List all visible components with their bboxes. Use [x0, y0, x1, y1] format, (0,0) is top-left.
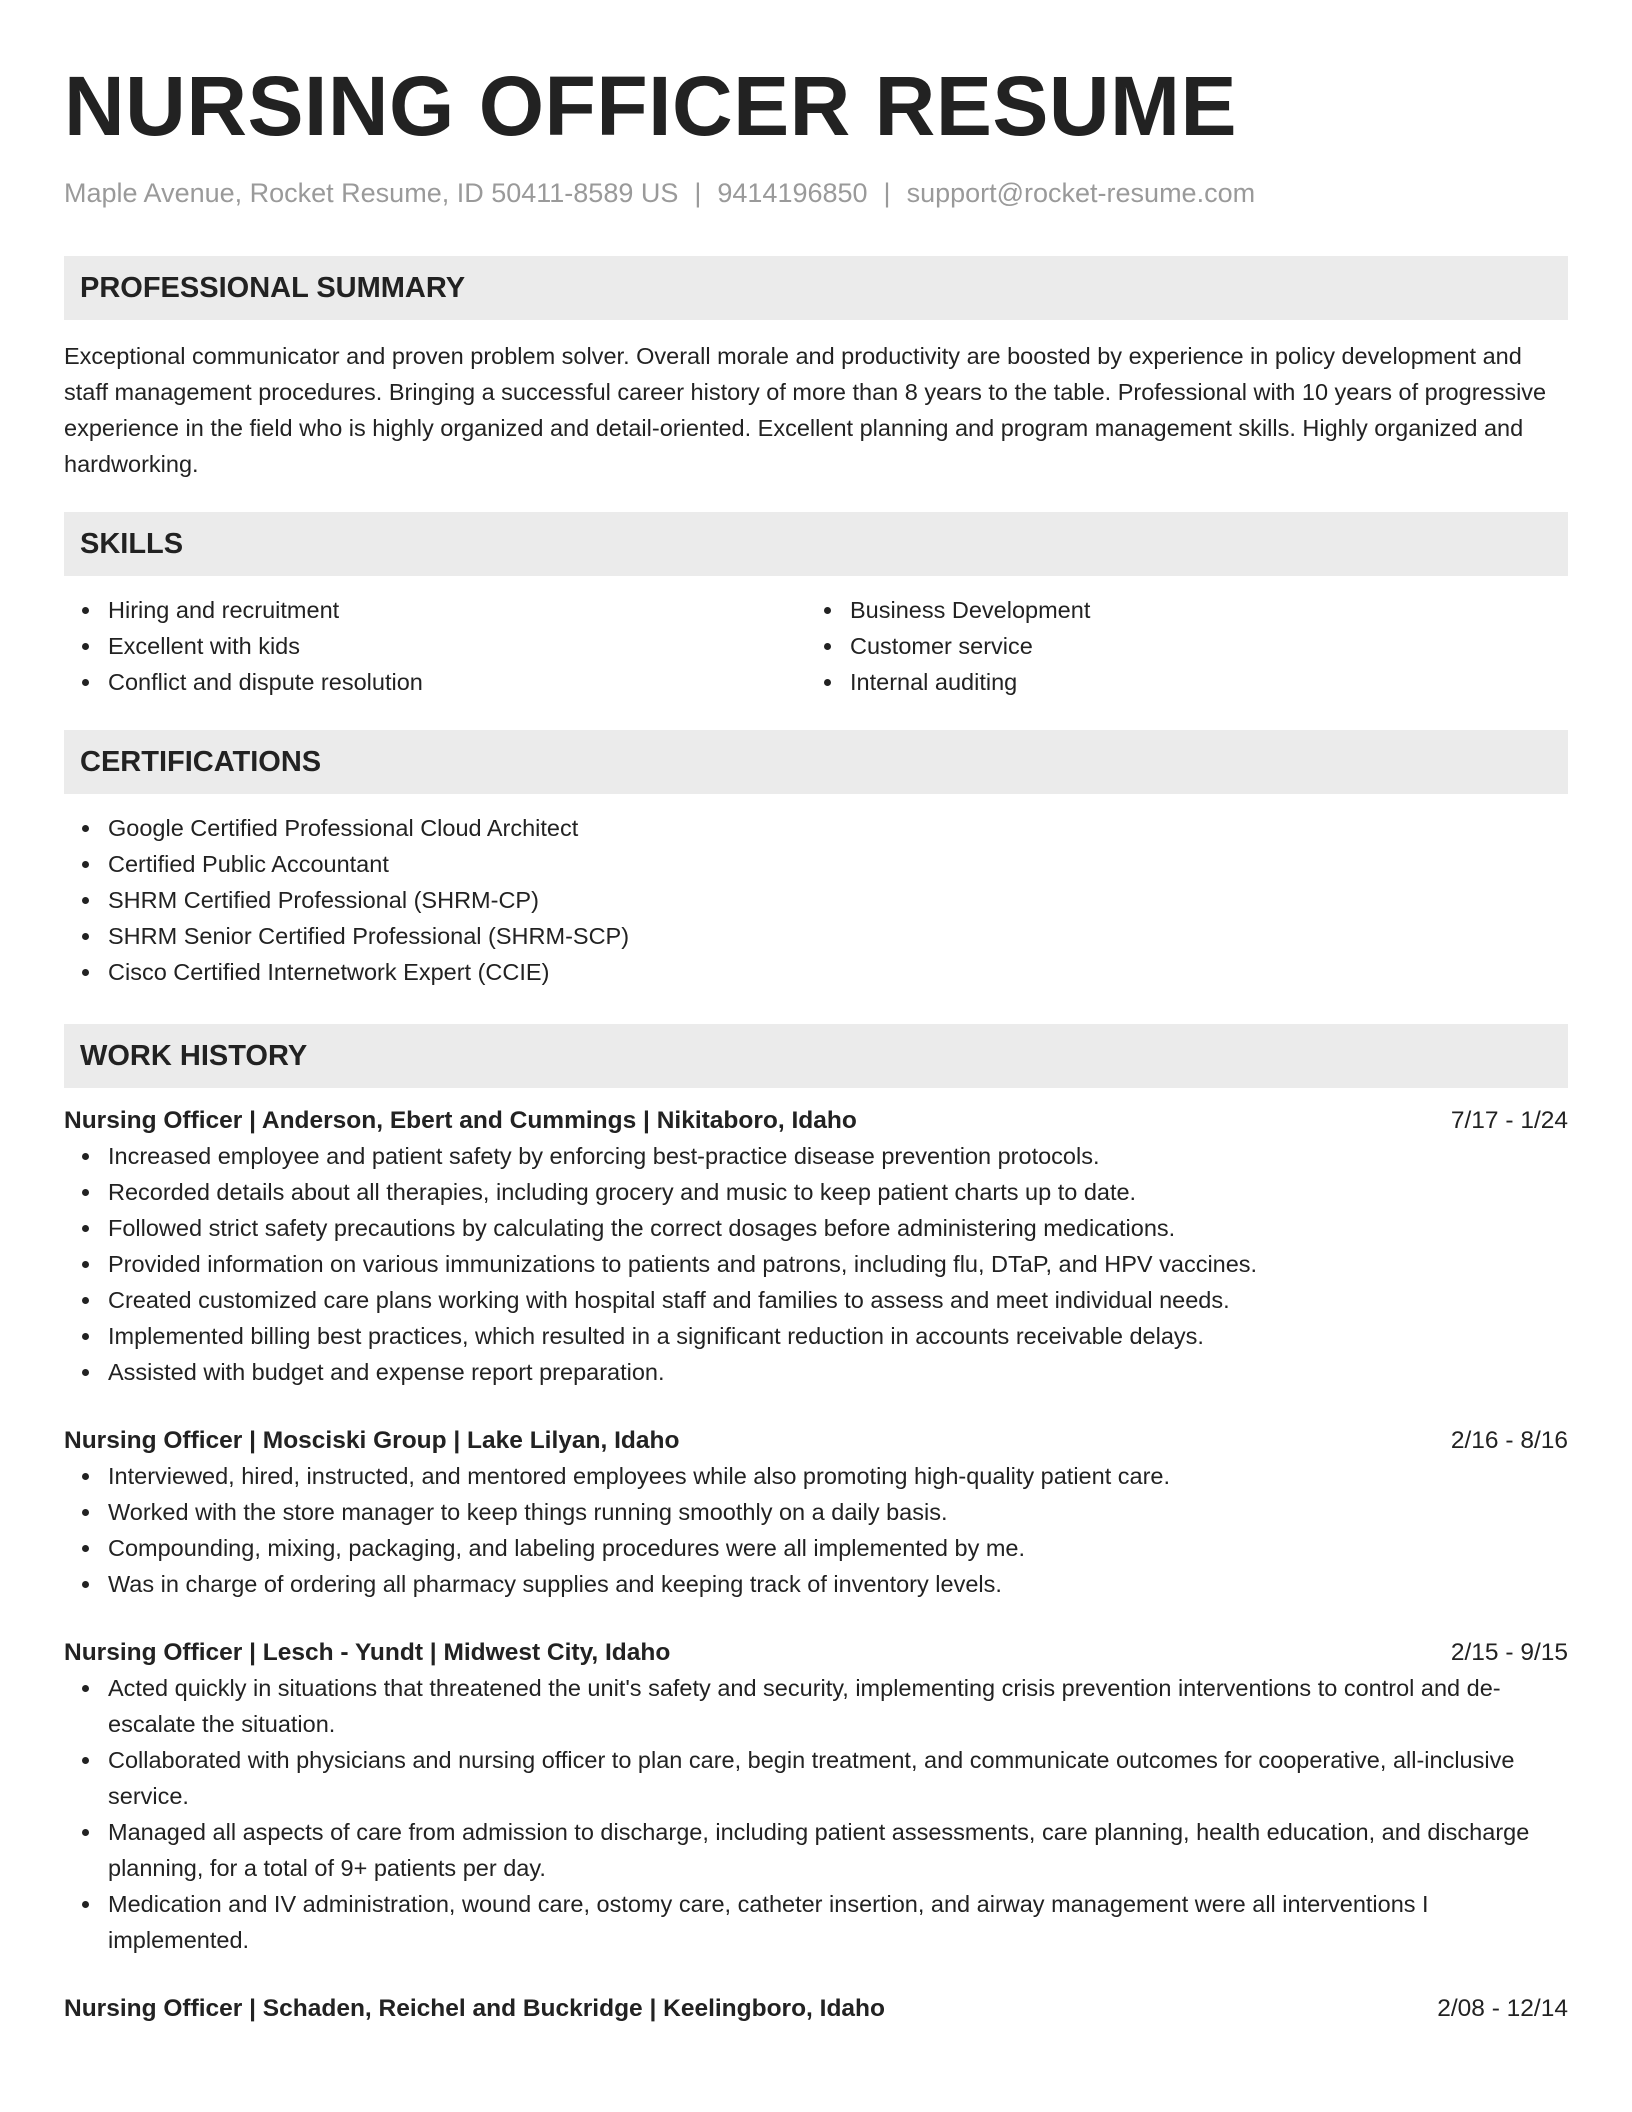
skills-grid [64, 592, 1568, 700]
job-duty: Worked with the store manager to keep things running smoothly on a daily basis. [64, 1494, 1568, 1530]
section-heading-certifications: CERTIFICATIONS [64, 730, 1568, 794]
job-header [64, 1636, 1568, 1670]
skill-item: Business Development [806, 592, 1548, 628]
job-duty: Assisted with budget and expense report preparation. [64, 1354, 1568, 1390]
skill-item: Excellent with kids [64, 628, 806, 664]
job-header [64, 1424, 1568, 1458]
certifications-list [64, 810, 1568, 990]
job-duty: Provided information on various immunizations to patients and patrons, including flu, DTaP, and HPV vaccines. [64, 1246, 1568, 1282]
job-title: Nursing Officer | Schaden, Reichel and Buckridge | Keelingboro, Idaho [64, 1995, 885, 2022]
job-entry [64, 1636, 1568, 1958]
job-duty: Was in charge of ordering all pharmacy supplies and keeping track of inventory levels. [64, 1566, 1568, 1602]
job-duties-list [64, 1458, 1568, 1602]
job-entry [64, 1424, 1568, 1602]
resume-title: NURSING OFFICER RESUME [64, 59, 1238, 153]
job-entry [64, 1992, 1568, 2026]
job-duties-list [64, 1138, 1568, 1390]
contact-separator: | [694, 178, 702, 208]
contact-line [64, 176, 1568, 210]
job-duty: Acted quickly in situations that threatened the unit's safety and security, implementing crisis prevention interventions to control and de-escalate the situation. [64, 1670, 1568, 1742]
job-duty: Followed strict safety precautions by calculating the correct dosages before administering medications. [64, 1210, 1568, 1246]
job-dates: 2/16 - 8/16 [1450, 1427, 1568, 1454]
job-header [64, 1992, 1568, 2026]
section-heading-work-history: WORK HISTORY [64, 1024, 1568, 1088]
job-entry [64, 1104, 1568, 1390]
job-dates: 2/15 - 9/15 [1450, 1639, 1568, 1666]
job-duty: Recorded details about all therapies, including grocery and music to keep patient charts up to date. [64, 1174, 1568, 1210]
skill-item: Customer service [806, 628, 1548, 664]
contact-separator: | [883, 178, 891, 208]
skill-item: Internal auditing [806, 664, 1548, 700]
contact-phone: 9414196850 [717, 178, 868, 208]
job-dates: 7/17 - 1/24 [1450, 1107, 1568, 1134]
skills-list-right [806, 592, 1548, 700]
job-title: Nursing Officer | Lesch - Yundt | Midwest City, Idaho [64, 1639, 671, 1666]
job-duty: Created customized care plans working with hospital staff and families to assess and meet individual needs. [64, 1282, 1568, 1318]
contact-address: Maple Avenue, Rocket Resume, ID 50411-8589 US [64, 178, 679, 208]
certification-item: Google Certified Professional Cloud Architect [64, 810, 1568, 846]
job-duty: Interviewed, hired, instructed, and mentored employees while also promoting high-quality patient care. [64, 1458, 1568, 1494]
job-duty: Implemented billing best practices, which resulted in a significant reduction in accounts receivable delays. [64, 1318, 1568, 1354]
job-title: Nursing Officer | Mosciski Group | Lake Lilyan, Idaho [64, 1427, 680, 1454]
job-dates: 2/08 - 12/14 [1437, 1995, 1568, 2022]
skill-item: Conflict and dispute resolution [64, 664, 806, 700]
resume-page [64, 0, 1568, 2026]
certification-item: SHRM Certified Professional (SHRM-CP) [64, 882, 1568, 918]
certification-item: Certified Public Accountant [64, 846, 1568, 882]
job-title: Nursing Officer | Anderson, Ebert and Cummings | Nikitaboro, Idaho [64, 1107, 857, 1134]
job-duties-list [64, 1670, 1568, 1958]
job-duty: Collaborated with physicians and nursing officer to plan care, begin treatment, and communicate outcomes for cooperative, all-inclusive service. [64, 1742, 1568, 1814]
certification-item: SHRM Senior Certified Professional (SHRM-SCP) [64, 918, 1568, 954]
job-duty: Increased employee and patient safety by enforcing best-practice disease prevention protocols. [64, 1138, 1568, 1174]
job-header [64, 1104, 1568, 1138]
contact-email: support@rocket-resume.com [906, 178, 1256, 208]
certification-item: Cisco Certified Internetwork Expert (CCIE) [64, 954, 1568, 990]
summary-text: Exceptional communicator and proven problem solver. Overall morale and productivity are boosted by experience in policy development and staff management procedures. Bringing a successful career history of more than 8 years to the table. Professional with 10 years of progressive experience in the field who is highly organized and detail-oriented. Excellent planning and program management skills. Highly organized and hardworking. [64, 343, 1547, 477]
section-heading-skills: SKILLS [64, 512, 1568, 576]
section-heading-summary: PROFESSIONAL SUMMARY [64, 256, 1568, 320]
job-duty: Compounding, mixing, packaging, and labeling procedures were all implemented by me. [64, 1530, 1568, 1566]
job-duty: Managed all aspects of care from admission to discharge, including patient assessments, care planning, health education, and discharge planning, for a total of 9+ patients per day. [64, 1814, 1568, 1886]
skills-list-left [64, 592, 806, 700]
job-duty: Medication and IV administration, wound care, ostomy care, catheter insertion, and airway management were all interventions I implemented. [64, 1886, 1568, 1958]
skill-item: Hiring and recruitment [64, 592, 806, 628]
